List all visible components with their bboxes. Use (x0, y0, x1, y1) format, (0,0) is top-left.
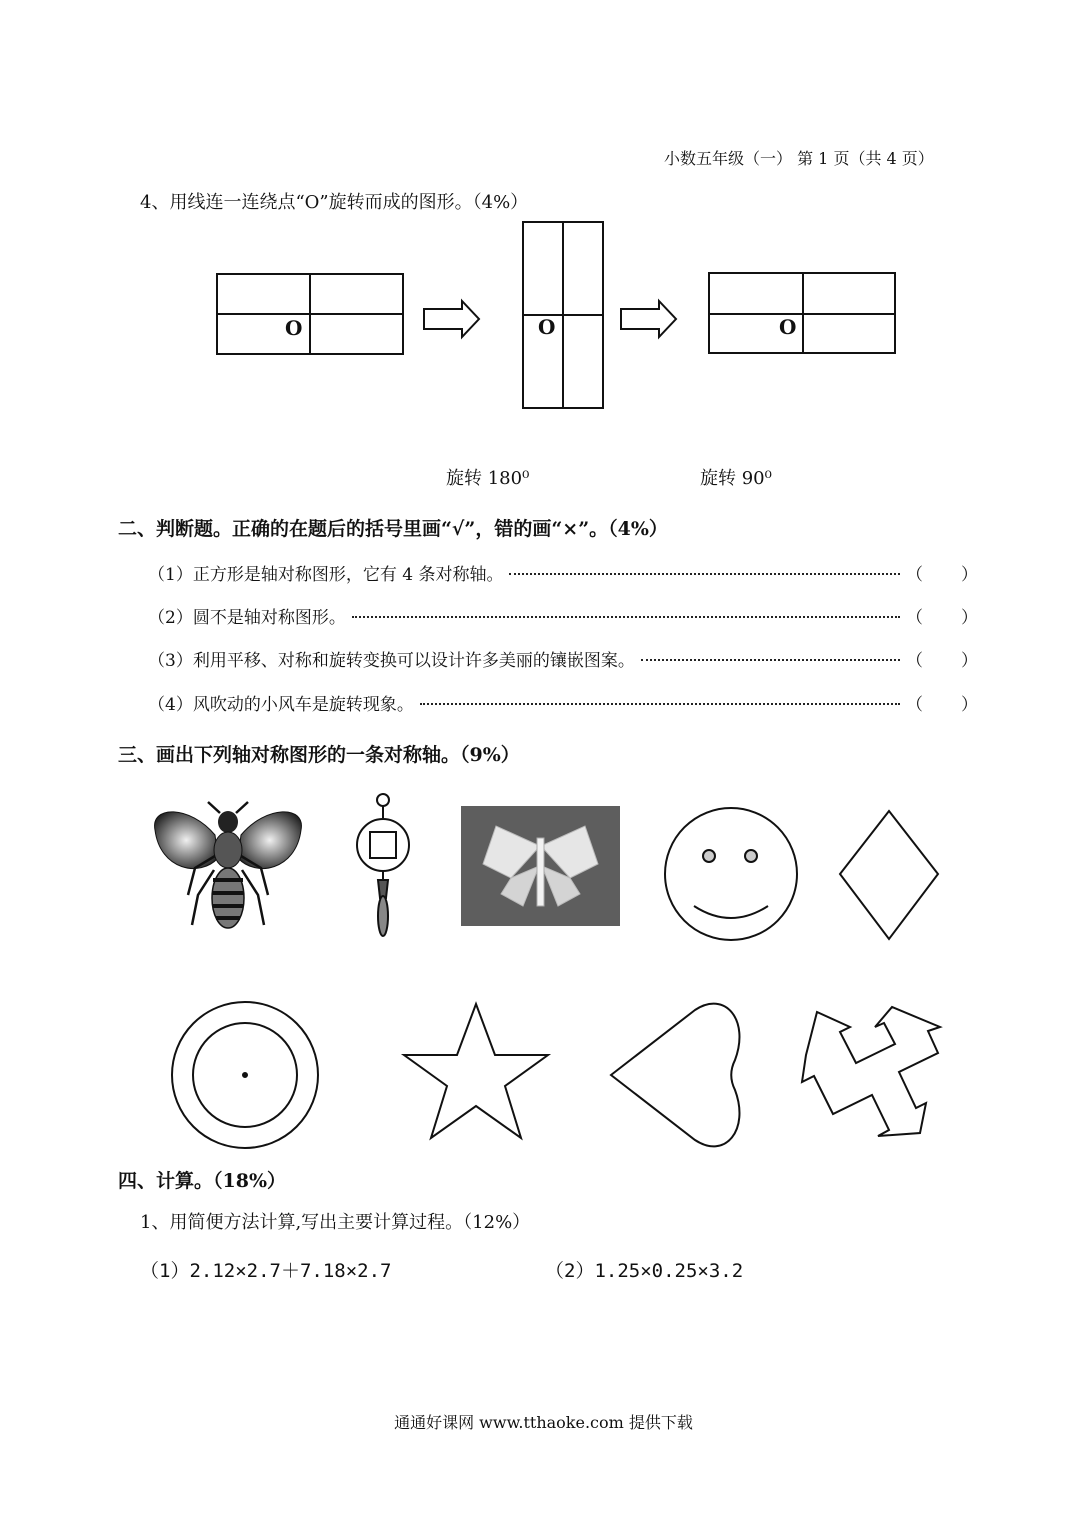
section-4-title: 四、计算。（18%） (118, 1170, 286, 1192)
answer-bracket[interactable]: （ ） (906, 607, 978, 628)
butterfly-icon (461, 806, 620, 926)
page-footer: 通通好课网 www.tthaoke.com 提供下载 (394, 1413, 693, 1432)
judge-item-text: （4）风吹动的小风车是旋转现象。 (148, 694, 414, 715)
caption-rotate-90: 旋转 90⁰ (700, 468, 772, 489)
page-header: 小数五年级（一） 第 1 页（共 4 页） (664, 149, 934, 168)
point-o-label: O (538, 315, 556, 339)
question-4-title: 4、用线连一连绕点“O”旋转而成的图形。（4%） (140, 192, 529, 213)
heart-shape[interactable] (611, 1004, 739, 1147)
chinese-knot-icon[interactable] (357, 794, 409, 936)
answer-bracket[interactable]: （ ） (906, 650, 978, 671)
rhombus-shape[interactable] (840, 811, 938, 939)
judge-item-text: （1）正方形是轴对称图形，它有 4 条对称轴。 (148, 564, 504, 585)
calc-problem-1: （1）2.12×2.7＋7.18×2.7 (140, 1260, 392, 1282)
calc-problem-2: （2）1.25×0.25×3.2 (545, 1260, 744, 1282)
section-3-title: 三、画出下列轴对称图形的一条对称轴。（9%） (118, 744, 520, 766)
origami-butterfly-photo[interactable] (461, 806, 620, 926)
judge-item-text: （3）利用平移、对称和旋转变换可以设计许多美丽的镶嵌图案。 (148, 650, 635, 671)
bee-icon[interactable] (155, 802, 302, 928)
point-o-label: O (779, 315, 797, 339)
answer-bracket[interactable]: （ ） (906, 564, 978, 585)
calc-instruction: 1、用简便方法计算,写出主要计算过程。（12%） (140, 1212, 531, 1233)
smiley-face-icon[interactable] (665, 808, 797, 940)
answer-bracket[interactable]: （ ） (906, 694, 978, 715)
h-arrow-shape[interactable] (802, 1007, 940, 1136)
caption-rotate-180: 旋转 180⁰ (446, 468, 530, 489)
point-o-label: O (285, 316, 303, 340)
section-2-title: 二、判断题。正确的在题后的括号里画“√”，错的画“×”。（4%） (118, 518, 668, 540)
star-shape[interactable] (404, 1004, 548, 1138)
concentric-circles-shape[interactable] (172, 1002, 318, 1148)
judge-item-text: （2）圆不是轴对称图形。 (148, 607, 346, 628)
